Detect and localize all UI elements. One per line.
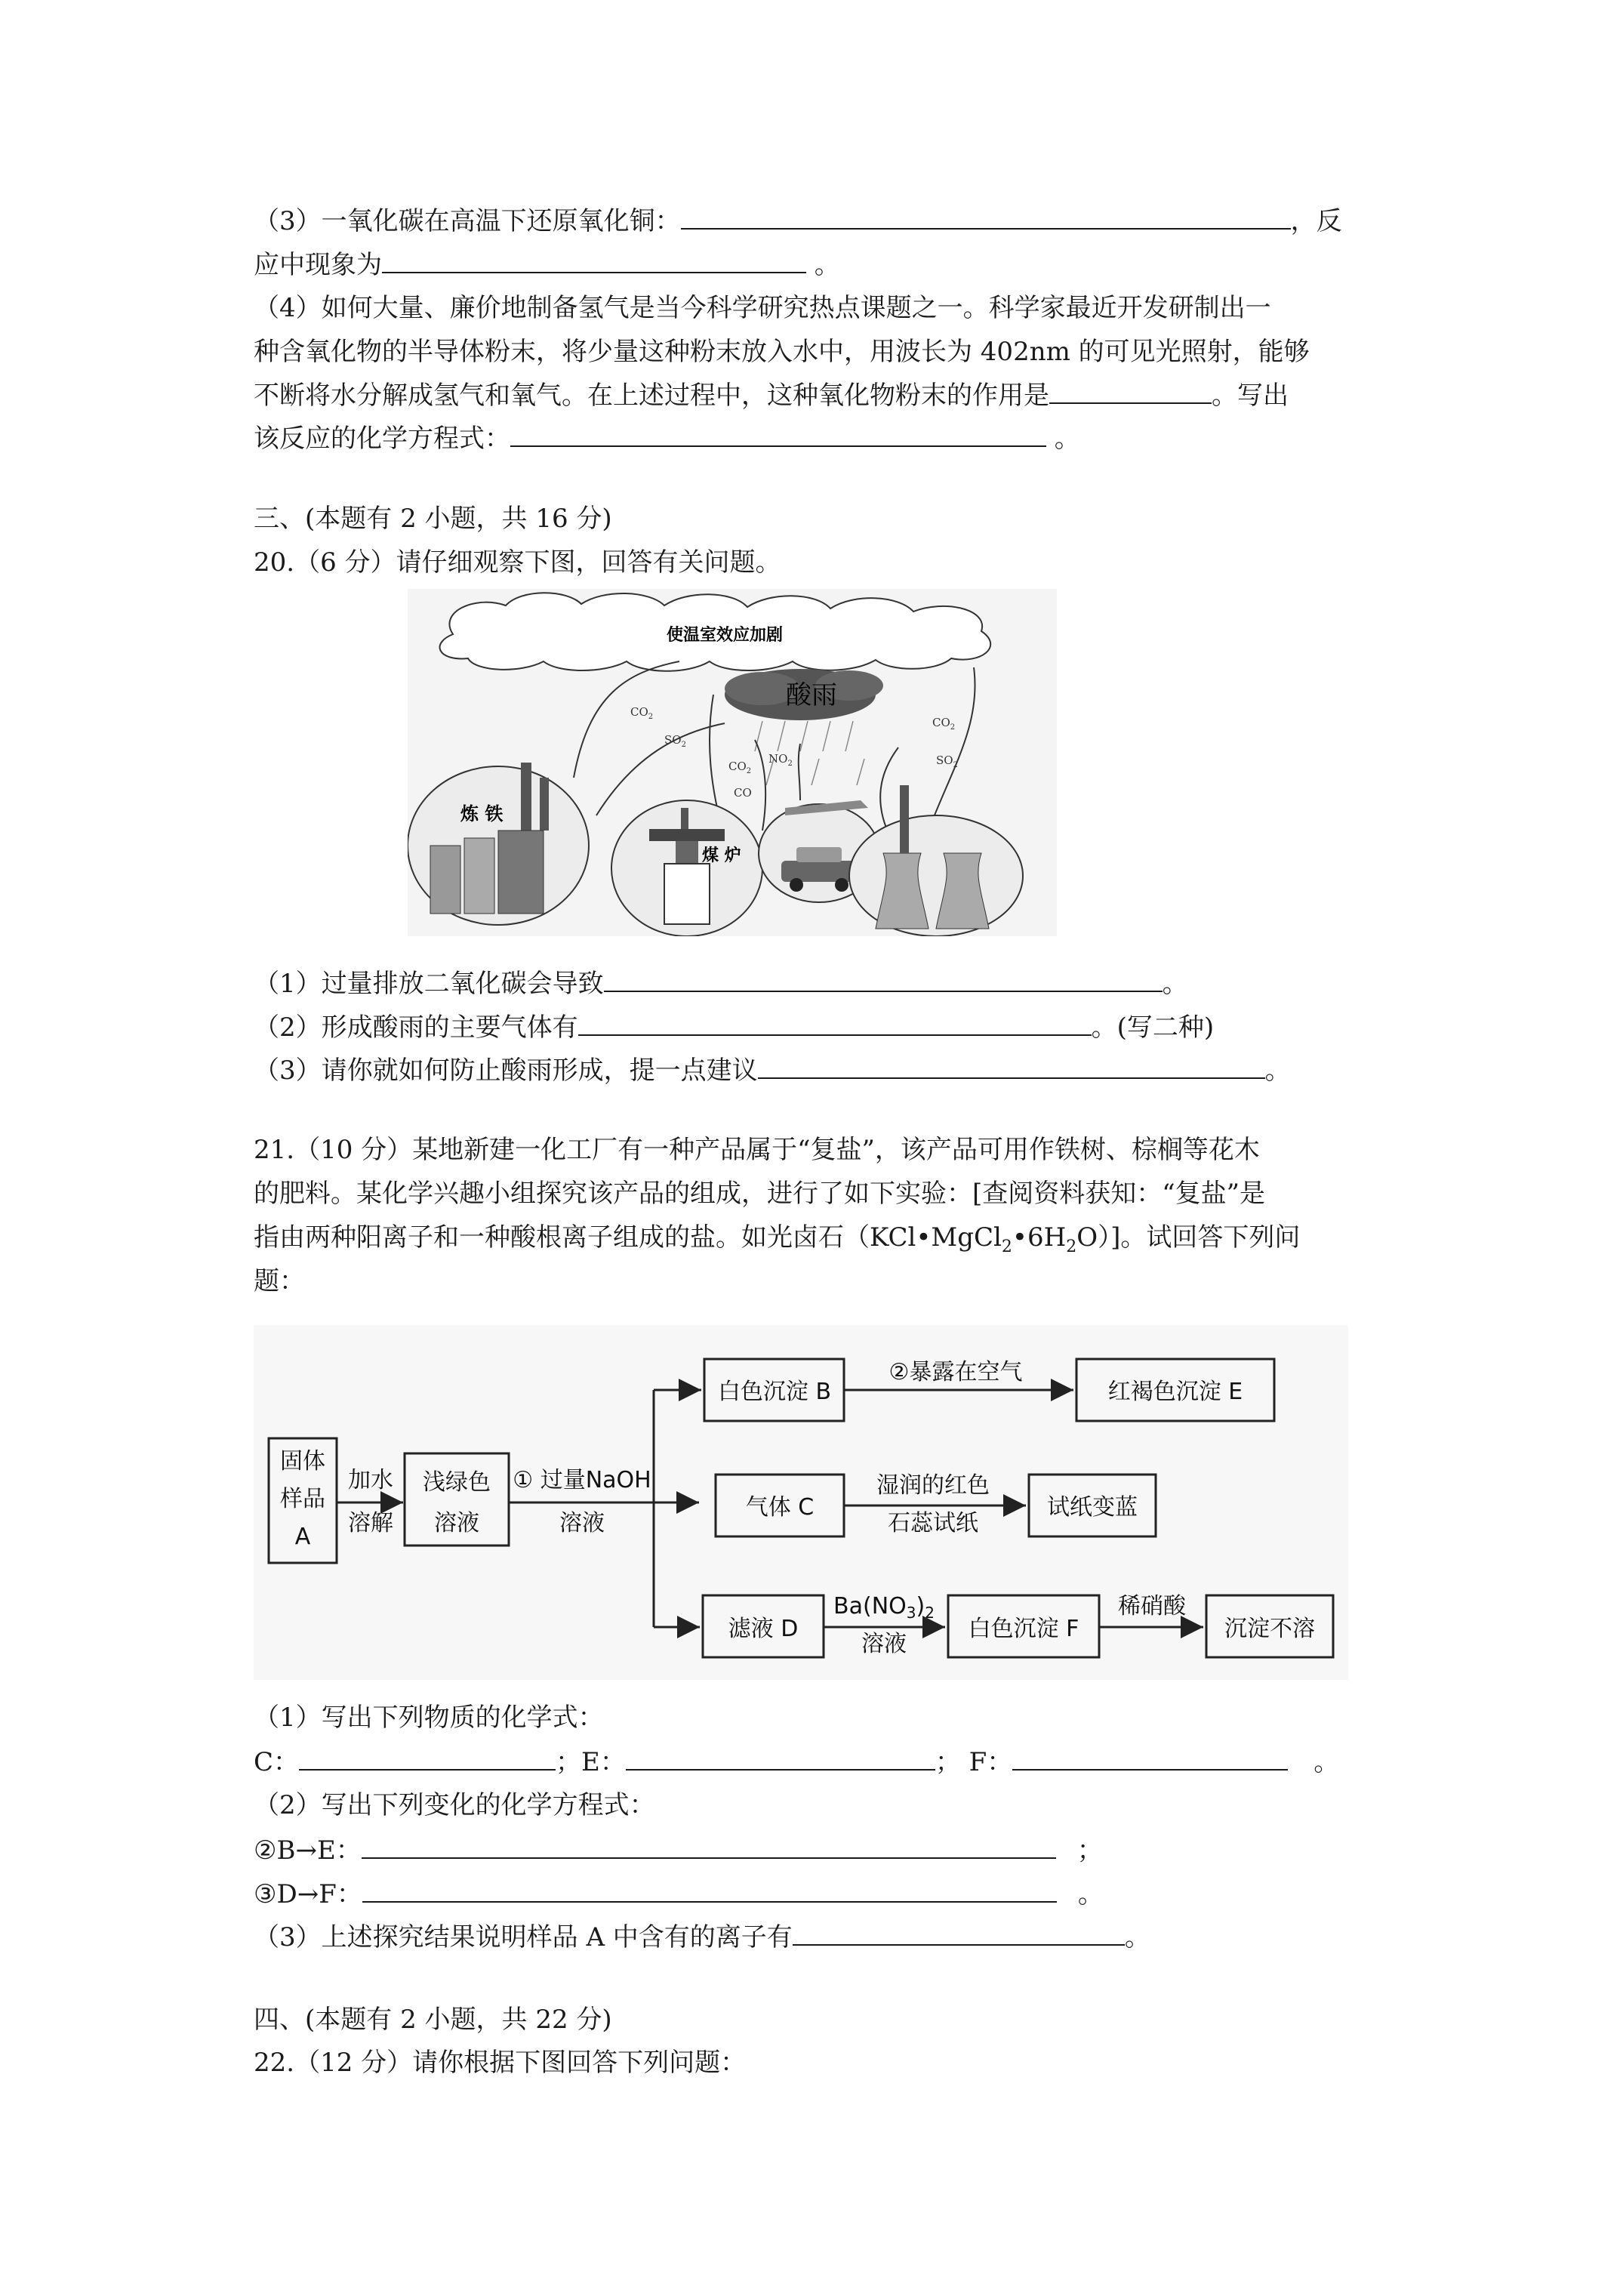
hno3-label: 稀硝酸	[1118, 1593, 1186, 1620]
iron-works-label: 炼 铁	[460, 803, 504, 824]
q19-part3-line2: 应中现象为 。	[254, 250, 840, 280]
answer-blank-q20-1[interactable]	[604, 968, 1163, 992]
q20-title: 20.（6 分）请仔细观察下图，回答有关问题。	[254, 547, 781, 578]
answer-blank-f[interactable]	[1012, 1746, 1288, 1771]
solution-label-2: 溶液	[434, 1510, 479, 1536]
q22-title: 22.（12 分）请你根据下图回答下列问题：	[254, 2048, 747, 2078]
coal-stove-label: 煤 炉	[702, 846, 741, 865]
sample-label-2: 样品	[280, 1486, 325, 1512]
section3-heading: 三、(本题有 2 小题，共 16 分)	[254, 504, 612, 534]
insoluble-label: 沉淀不溶	[1224, 1616, 1315, 1642]
q19-part4-line2: 种含氧化物的半导体粉末，将少量这种粉末放入水中，用波长为 402nm 的可见光照射，能够	[254, 337, 1310, 367]
answer-blank-e[interactable]	[626, 1746, 935, 1771]
answer-blank-c[interactable]	[299, 1746, 556, 1771]
so2-label-2: $SO_2$	[936, 754, 958, 769]
precip-b-label: 白色沉淀 B	[717, 1379, 832, 1405]
pollution-illustration-svg	[408, 589, 1057, 936]
bano3-label-1: $Ba(NO_3)_2$	[833, 1593, 935, 1622]
q20-part2: （2）形成酸雨的主要气体有 。(写二种)	[254, 1012, 1215, 1043]
q19-part4-line4: 该反应的化学方程式： 。	[254, 424, 1080, 454]
q20-part3: （3）请你就如何防止酸雨形成，提一点建议 。	[254, 1056, 1291, 1086]
q21-part2-title: （2）写出下列变化的化学方程式：	[254, 1790, 655, 1820]
q19-part4-line3: 不断将水分解成氢气和氧气。在上述过程中，这种氧化物粉末的作用是 。写出	[254, 381, 1289, 411]
litmus-label-2: 石蕊试纸	[888, 1510, 978, 1536]
co-label: CO	[734, 786, 752, 800]
answer-blank-ions[interactable]	[793, 1922, 1125, 1946]
so2-label-1: $SO_2$	[664, 733, 686, 749]
filtrate-d-label: 滤液 D	[728, 1616, 799, 1642]
section4-heading: 四、(本题有 2 小题，共 22 分)	[254, 2005, 612, 2035]
q21-line3: 指由两种阳离子和一种酸根离子组成的盐。如光卤石$(KCl•MgCl_2•6H_2O)$]。试回答下列问	[254, 1222, 1301, 1256]
answer-blank-b-to-e[interactable]	[362, 1835, 1056, 1859]
co2-label-2: $CO_2$	[728, 760, 752, 775]
q19-part3-line1: （3）一氧化碳在高温下还原氧化铜： ，反	[254, 206, 1342, 236]
answer-blank-q19-4b[interactable]	[510, 423, 1046, 447]
answer-blank-q19-3a[interactable]	[681, 205, 1291, 230]
experiment-flowchart-svg	[254, 1325, 1348, 1680]
cloud-label: 使温室效应加剧	[666, 625, 784, 645]
paper-blue-label: 试纸变蓝	[1047, 1494, 1138, 1521]
experiment-flowchart	[254, 1325, 1348, 1680]
sample-label-1: 固体	[280, 1448, 325, 1475]
q19-part4-line1: （4）如何大量、廉价地制备氢气是当今科学研究热点课题之一。科学家最近开发研制出一	[254, 293, 1271, 323]
bano3-label-2: 溶液	[861, 1631, 907, 1657]
litmus-label-1: 湿润的红色	[876, 1472, 990, 1499]
q21-part3: （3）上述探究结果说明样品 A 中含有的离子有 。	[254, 1922, 1150, 1952]
answer-blank-q20-2[interactable]	[578, 1012, 1092, 1036]
q21-part1-title: （1）写出下列物质的化学式：	[254, 1703, 604, 1733]
q21-part2-be: ②B→E： ；	[254, 1835, 1103, 1866]
naoh-label-1: ① 过量NaOH	[513, 1467, 651, 1493]
expose-air-label: ②暴露在空气	[888, 1359, 1023, 1385]
q21-line1: 21.（10 分）某地新建一化工厂有一种产品属于“复盐”，该产品可用作铁树、棕榈等花木	[254, 1135, 1260, 1165]
gas-c-label: 气体 C	[745, 1494, 815, 1521]
precip-f-label: 白色沉淀 F	[968, 1616, 1079, 1642]
solution-label-1: 浅绿色	[423, 1469, 491, 1496]
no2-label: $NO_2$	[768, 752, 793, 768]
q21-part2-df: ③D→F： 。	[254, 1879, 1104, 1909]
answer-blank-q20-3[interactable]	[758, 1055, 1265, 1079]
q20-part1: （1）过量排放二氧化碳会导致 。	[254, 969, 1188, 999]
answer-blank-d-to-f[interactable]	[362, 1878, 1057, 1903]
dissolve-label-2: 溶解	[348, 1510, 393, 1536]
co2-label-1: $CO_2$	[630, 705, 654, 721]
naoh-label-2: 溶液	[559, 1510, 605, 1536]
dissolve-label-1: 加水	[348, 1467, 393, 1493]
q21-line4: 题：	[254, 1266, 305, 1296]
q21-line2: 的肥料。某化学兴趣小组探究该产品的组成，进行了如下实验：[查阅资料获知：“复盐”是	[254, 1179, 1266, 1209]
precip-e-label: 红褐色沉淀 E	[1107, 1379, 1243, 1405]
coal-stove-scene	[611, 800, 762, 936]
acid-rain-label: 酸雨	[786, 680, 837, 710]
pollution-illustration	[408, 589, 1057, 936]
answer-blank-q19-4a[interactable]	[1049, 380, 1212, 404]
q21-part1-answers: C： ；E： ； F： 。	[254, 1747, 1340, 1777]
sample-label-3: A	[294, 1524, 311, 1550]
co2-label-3: $CO_2$	[932, 716, 956, 732]
answer-blank-q19-3b[interactable]	[382, 249, 806, 273]
